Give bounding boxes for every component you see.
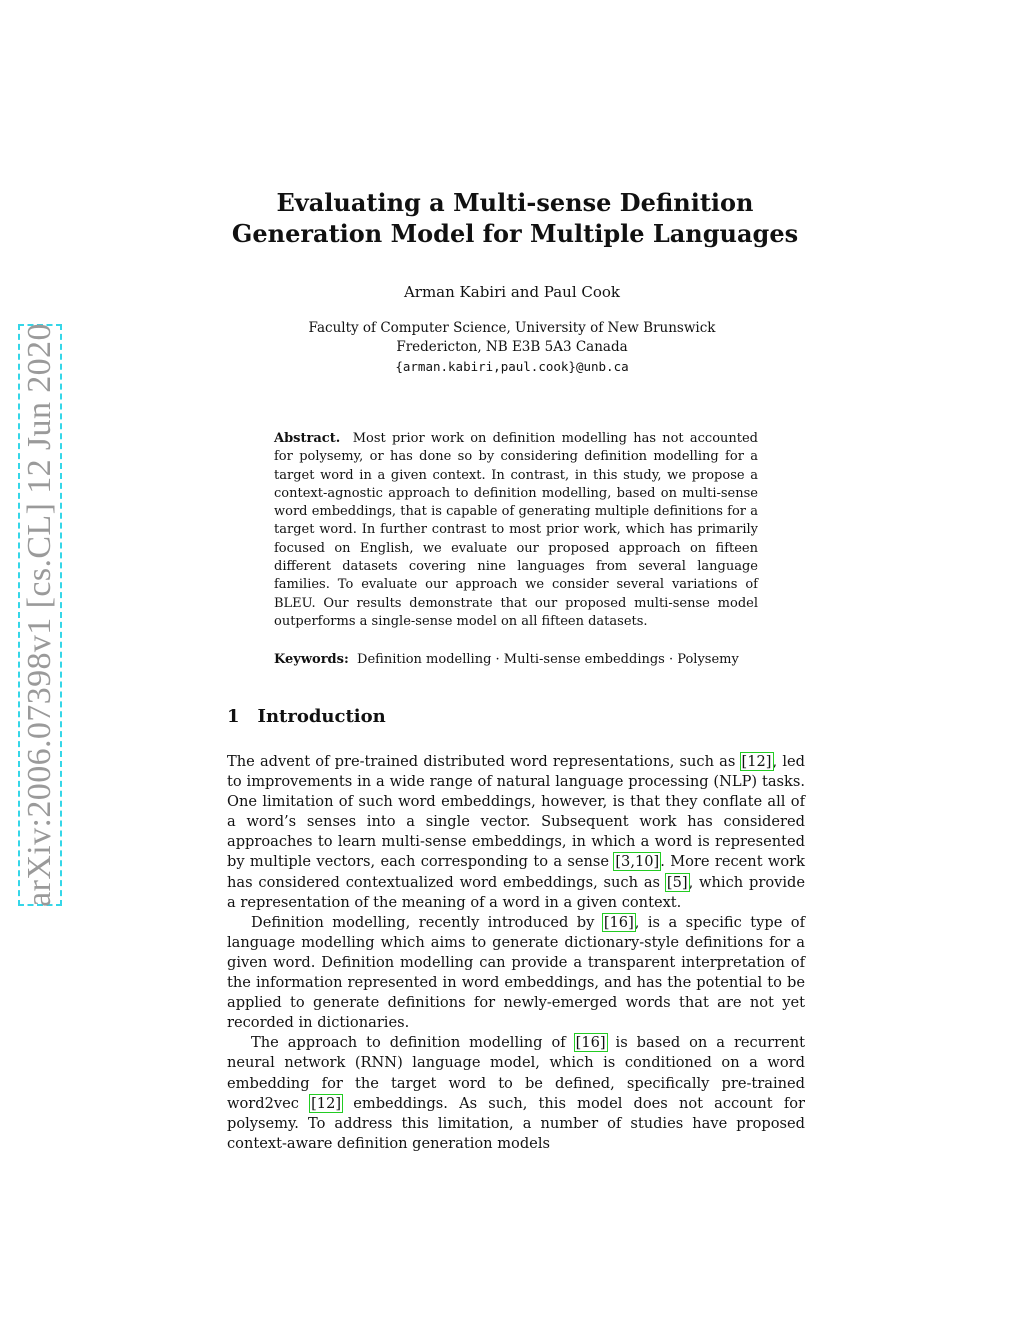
abstract-text: Most prior work on definition modelling has not accounted for polysemy, or has done so by considering definition modelling for a target word in a given context. In contrast, in this study, we propose a context-agnostic approach to definition modelling, based on multi-sense word embeddings, that is capable of generating multiple definitions for a target word. In further contrast to most prior work, which has primarily focused on English, we evaluate our proposed approach on fifteen different datasets covering nine languages from several language families. To evaluate our approach we consider several variations of BLEU. Our results demonstrate that our proposed multi-sense model outperforms a single-sense model on all fifteen datasets. — [274, 431, 759, 629]
text-run: embeddings. As such, this model does not account for polysemy. To address this limitation, a number of studies have proposed context-aware definition generation models — [227, 1094, 805, 1152]
citation-link[interactable]: [16] — [603, 913, 634, 931]
affiliation-line-2: Fredericton, NB E3B 5A3 Canada — [396, 339, 628, 355]
arxiv-identifier: arXiv:2006.07398v1 [cs.CL] 12 Jun 2020 — [21, 323, 58, 907]
citation-link[interactable]: [12] — [741, 753, 772, 770]
text-run: , which provide a representation of the meaning of a word in a given context. — [227, 873, 805, 911]
keywords-text: Definition modelling · Multi-sense embeddings · Polysemy — [357, 652, 739, 667]
text-run: , led to improvements in a wide range of natural language processing (NLP) tasks. One limitation of such word embeddings, however, is that they conflate all of a word’s senses into a single vector. Subsequent work has considered approaches to learn multi-sense embeddings, in which a word is represented by multiple vectors, each corresponding to a sense — [227, 753, 805, 871]
affiliation-line-1: Faculty of Computer Science, University of New Brunswick — [308, 320, 716, 336]
text-run: is based on a recurrent neural network (RNN) language model, which is conditioned on a word embedding for the target word to be defined, specifically pre-trained word2vec — [227, 1034, 805, 1112]
text-run: The advent of pre-trained distributed word representations, such as — [227, 753, 741, 770]
text-run: The approach to definition modelling of — [251, 1034, 575, 1052]
citation-link[interactable]: [5] — [666, 873, 688, 891]
author-emails: {arman.kabiri,paul.cook}@unb.ca — [395, 359, 629, 374]
paper-title: Evaluating a Multi-sense Definition Generation Model for Multiple Languages — [231, 188, 799, 248]
abstract — [274, 430, 758, 631]
section-heading-introduction — [227, 706, 386, 727]
keywords-label: Keywords: — [274, 652, 349, 667]
introduction-body — [227, 752, 805, 1154]
author-affiliation — [0, 319, 1024, 376]
paper-authors: Arman Kabiri and Paul Cook — [403, 283, 621, 301]
citation-link[interactable]: [3,10] — [615, 853, 660, 871]
keywords — [274, 651, 758, 669]
arxiv-sidebar-stamp — [18, 324, 62, 906]
citation-link[interactable]: [12] — [311, 1094, 342, 1112]
text-run: , is a specific type of language modelling which aims to generate dictionary-style definitions for a given word. Definition modelling can provide a transparent interpretation of the information represented in word embeddings, and has the potential to be applied to generate definitions for newly-emerged words that are not yet recorded in dictionaries. — [227, 913, 805, 1032]
citation-link[interactable]: [16] — [575, 1034, 606, 1052]
paragraph-2 — [227, 913, 805, 1034]
paragraph-1 — [227, 752, 805, 913]
abstract-label: Abstract. — [274, 431, 341, 446]
paragraph-3 — [227, 1033, 805, 1154]
section-title: Introduction — [257, 706, 386, 727]
text-run: Definition modelling, recently introduced by — [251, 913, 603, 931]
section-number: 1 — [227, 706, 240, 727]
text-run: . More recent work has considered contextualized word embeddings, such as — [227, 853, 805, 891]
